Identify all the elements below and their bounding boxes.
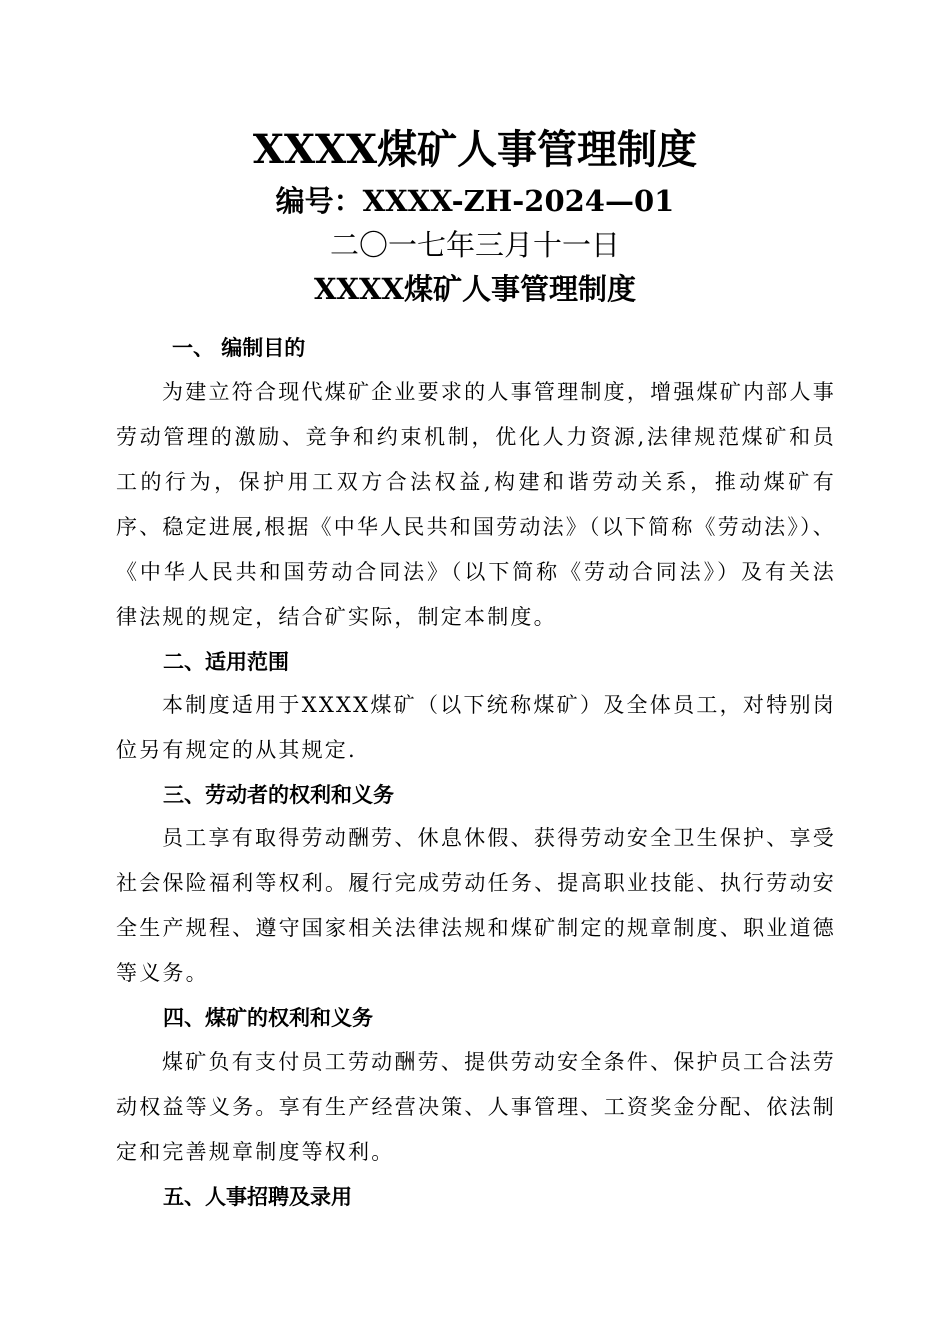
document-subtitle: XXXX煤矿人事管理制度 <box>313 272 636 306</box>
section-heading-mine-rights: 四、煤矿的权利和义务 <box>163 1005 373 1030</box>
section-body-worker-rights: 员工享有取得劳动酬劳、休息休假、获得劳动安全卫生保护、享受社会保险福利等权利。履行完成劳动任务、提高职业技能、执行劳动安全生产规程、遵守国家相关法律法规和煤矿制定的规章制度、职业道德等义务。 <box>116 826 836 985</box>
section-body-scope: 本制度适用于XXXX煤矿（以下统称煤矿）及全体员工，对特别岗位另有规定的从其规定. <box>116 693 836 762</box>
section-heading-recruitment: 五、人事招聘及录用 <box>163 1184 352 1209</box>
document-title: XXXX煤矿人事管理制度 <box>252 126 698 173</box>
section-body-mine-rights: 煤矿负有支付员工劳动酬劳、提供劳动安全条件、保护员工合法劳动权益等义务。享有生产经营决策、人事管理、工资奖金分配、依法制定和完善规章制度等权利。 <box>116 1050 836 1164</box>
document-date: 二〇一七年三月十一日 <box>329 228 620 262</box>
section-heading-scope: 二、适用范围 <box>163 649 289 674</box>
section-body-purpose: 为建立符合现代煤矿企业要求的人事管理制度，增强煤矿内部人事劳动管理的激励、竞争和约束机制，优化人力资源,法律规范煤矿和员工的行为，保护用工双方合法权益,构建和谐劳动关系，推动煤矿有序、稳定进展,根据《中华人民共和国劳动法》（以下简称《劳动法》）、《中华人民共和国劳动合同法》（以下简称《劳动合同法》）及有关法律法规的规定，结合矿实际，制定本制度。 <box>116 380 836 629</box>
section-heading-worker-rights: 三、劳动者的权利和义务 <box>163 782 394 807</box>
document-number: 编号：XXXX-ZH-2024—01 <box>275 184 675 218</box>
section-heading-purpose: 一、 编制目的 <box>172 335 306 360</box>
